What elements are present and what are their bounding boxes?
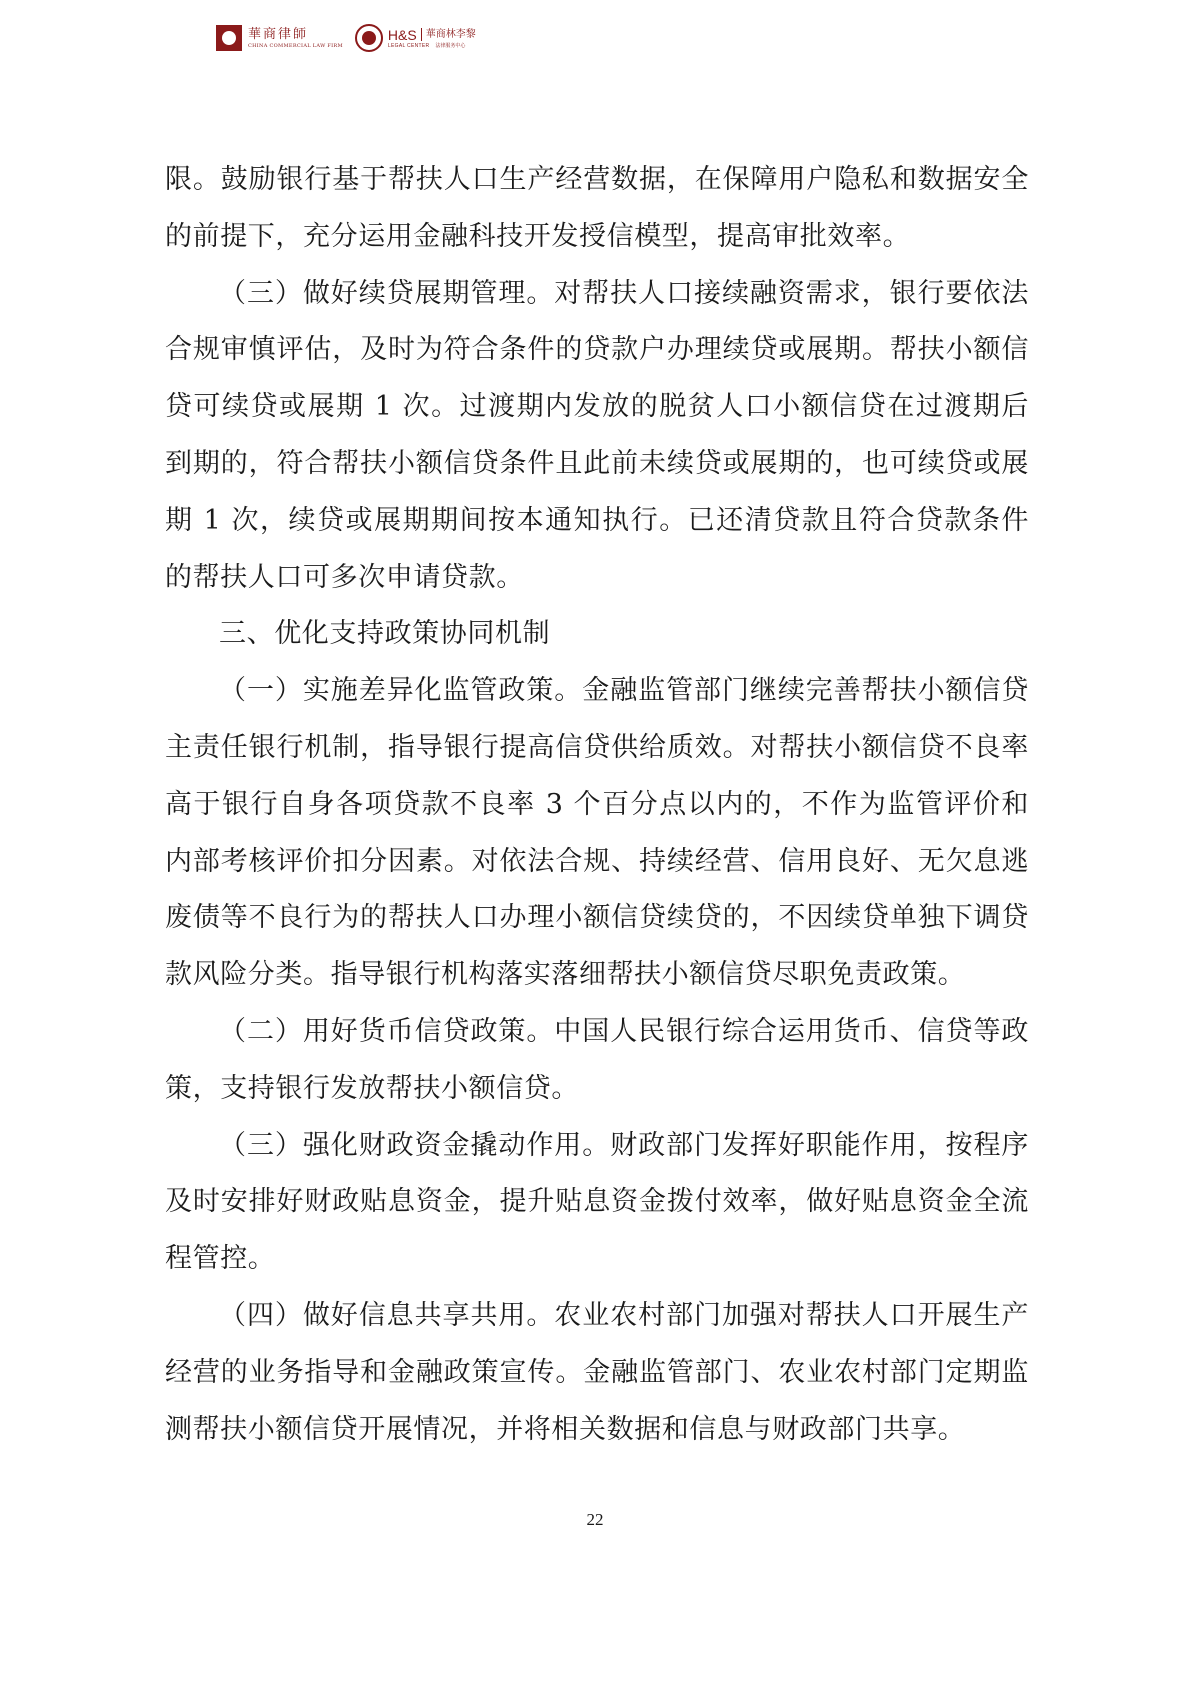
legal-center-name-en: LEGAL CENTER xyxy=(387,42,430,49)
law-firm-name-en: CHINA COMMERCIAL LAW FIRM xyxy=(248,42,343,49)
paragraph: （三）强化财政资金撬动作用。财政部门发挥好职能作用，按程序及时安排好财政贴息资金，提升贴息资金拨付效率，做好贴息资金全流程管控。 xyxy=(165,1129,1029,1275)
legal-center-logo xyxy=(355,24,476,52)
law-firm-logo xyxy=(216,25,343,51)
logo-divider xyxy=(421,28,422,41)
paragraph: （四）做好信息共享共用。农业农村部门加强对帮扶人口开展生产经营的业务指导和金融政策宣传。金融监管部门、农业农村部门定期监测帮扶小额信贷开展情况，并将相关数据和信息与财政部门共享。 xyxy=(165,1299,1029,1445)
paragraph: 限。鼓励银行基于帮扶人口生产经营数据，在保障用户隐私和数据安全的前提下，充分运用金融科技开发授信模型，提高审批效率。 xyxy=(165,164,1029,252)
law-firm-logo-mark xyxy=(216,25,242,51)
page-number: 22 xyxy=(586,1510,604,1529)
legal-center-logo-mark xyxy=(355,24,383,52)
legal-center-name: 華商林李黎 xyxy=(425,28,476,40)
law-firm-name: 華商律師 xyxy=(248,26,309,42)
page-header xyxy=(216,20,476,56)
paragraph: （一）实施差异化监管政策。金融监管部门继续完善帮扶小额信贷主责任银行机制，指导银行提高信贷供给质效。对帮扶小额信贷不良率高于银行自身各项贷款不良率 3 个百分点以内的，不作为监管评价和内部考核评价扣分因素。对依法合规、持续经营、信用良好、无欠息逃废债等不良行为的帮扶人口办理小额信贷续贷的，不因续贷单独下调贷款风险分类。指导银行机构落实落细帮扶小额信贷尽职免责政策。 xyxy=(165,675,1029,991)
document-body xyxy=(165,152,1029,1458)
paragraph: （三）做好续贷展期管理。对帮扶人口接续融资需求，银行要依法合规审慎评估，及时为符合条件的贷款户办理续贷或展期。帮扶小额信贷可续贷或展期 1 次。过渡期内发放的脱贫人口小额信贷在过渡期后到期的，符合帮扶小额信贷条件且此前未续贷或展期的，也可续贷或展期 1 次，续贷或展期期间按本通知执行。已还清贷款且符合贷款条件的帮扶人口可多次申请贷款。 xyxy=(165,277,1029,593)
legal-center-subtitle: 法律服务中心 xyxy=(435,42,466,49)
section-heading: 三、优化支持政策协同机制 xyxy=(219,618,551,650)
legal-center-brand: H&S xyxy=(387,26,417,43)
paragraph: （二）用好货币信贷政策。中国人民银行综合运用货币、信贷等政策，支持银行发放帮扶小额信贷。 xyxy=(165,1015,1029,1104)
